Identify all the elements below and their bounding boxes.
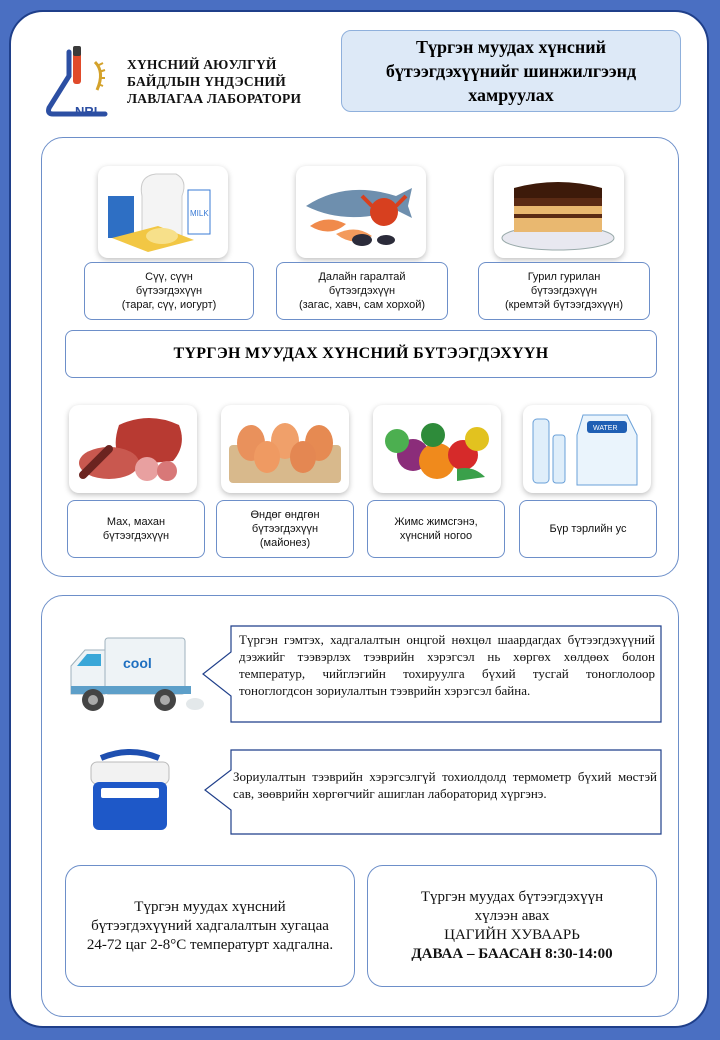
schedule-hours: ДАВАА – БААСАН 8:30-14:00 bbox=[411, 946, 613, 962]
logo-text: NRL bbox=[75, 104, 102, 119]
label-line: (кремтэй бүтээгдэхүүн) bbox=[505, 299, 623, 311]
lab-logo bbox=[39, 42, 119, 122]
label-line: Мах, махан bbox=[106, 516, 166, 528]
label-line: бүтээгдэхүүн bbox=[135, 285, 203, 297]
meat-label bbox=[67, 500, 205, 558]
schedule-line-2: хүлээн авах bbox=[474, 908, 550, 924]
label-line: Гурил гурилан bbox=[527, 271, 601, 283]
svg-text:WATER: WATER bbox=[593, 425, 618, 432]
water-image bbox=[523, 405, 651, 493]
cooler-box-image bbox=[85, 748, 175, 834]
label-line: Сүү, сүүн bbox=[145, 271, 193, 283]
label-line: (загас, хавч, сам хорхой) bbox=[298, 299, 426, 311]
organization-name bbox=[127, 56, 337, 107]
storage-info-box bbox=[65, 865, 355, 987]
truck-logo-text: cool bbox=[123, 655, 152, 671]
label-line: Далайн гаралтай bbox=[318, 271, 406, 283]
org-line-3: ЛАВЛАГАА ЛАБОРАТОРИ bbox=[127, 91, 302, 106]
cake-label bbox=[478, 262, 650, 320]
infographic-sheet bbox=[9, 10, 709, 1028]
label-line: Жимс жимсгэнэ, bbox=[394, 516, 478, 528]
label-line: бүтээгдэхүүн bbox=[251, 523, 319, 535]
page-title: Түргэн муудах хүнсний бүтээгдэхүүнийг шинжилгээнд хамруулах bbox=[341, 30, 681, 112]
refrigerated-truck-image bbox=[65, 634, 205, 720]
label-line: бүтээгдэхүүн bbox=[102, 530, 170, 542]
dairy-image bbox=[98, 166, 228, 258]
org-line-1: ХҮНСНИЙ АЮУЛГҮЙ bbox=[127, 57, 277, 72]
svg-text:MILK: MILK bbox=[190, 209, 209, 218]
vegetables-image bbox=[373, 405, 501, 493]
label-line: (майонез) bbox=[259, 537, 311, 549]
label-line: хүнсний ногоо bbox=[399, 530, 473, 542]
storage-text: Түргэн муудах хүнсний бүтээгдэхүүний хадгалалтын хугацаа 24-72 цаг 2-8°С температурт хадгална. bbox=[86, 898, 334, 953]
truck-description: Түргэн гэмтэх, хадгалалтын онцгой нөхцөл шаардагдах бүтээгдэхүүний дээжийг тээвэрлэх тээврийн хэрэгсэл нь хөргөх хөлдөөх болон температур, чийглэгийн тохируулга бүхий тусгай тоноглолоор тоноглогдсон зориулалтын тээврийн хэрэгсэл байна. bbox=[239, 632, 655, 698]
cake-image bbox=[494, 166, 624, 258]
org-line-2: БАЙДЛЫН ҮНДЭСНИЙ bbox=[127, 74, 286, 89]
label-line: бүтээгдэхүүн bbox=[328, 285, 396, 297]
eggs-label bbox=[216, 500, 354, 558]
vegetables-label bbox=[367, 500, 505, 558]
cooler-description: Зориулалтын тээврийн хэрэгсэлгүй тохиолдолд термометр бүхий мөстэй сав, зөөврийн хөргөгчийг ашиглан лабораторид хүргэнэ. bbox=[233, 769, 657, 801]
water-label bbox=[519, 500, 657, 558]
meat-image bbox=[69, 405, 197, 493]
label-line: бүтээгдэхүүн bbox=[530, 285, 598, 297]
label-line: Бүр тэрлийн ус bbox=[549, 523, 627, 535]
section-banner: ТҮРГЭН МУУДАХ ХҮНСНИЙ БҮТЭЭГДЭХҮҮН bbox=[65, 330, 657, 378]
schedule-line-1: Түргэн муудах бүтээгдэхүүн bbox=[420, 889, 604, 905]
seafood-label bbox=[276, 262, 448, 320]
schedule-box bbox=[367, 865, 657, 987]
label-line: (тараг, сүү, иогурт) bbox=[121, 299, 217, 311]
schedule-line-3: ЦАГИЙН ХУВААРЬ bbox=[444, 927, 580, 943]
label-line: Өндөг өндгөн bbox=[250, 509, 320, 521]
seafood-image bbox=[296, 166, 426, 258]
dairy-label bbox=[84, 262, 254, 320]
eggs-image bbox=[221, 405, 349, 493]
